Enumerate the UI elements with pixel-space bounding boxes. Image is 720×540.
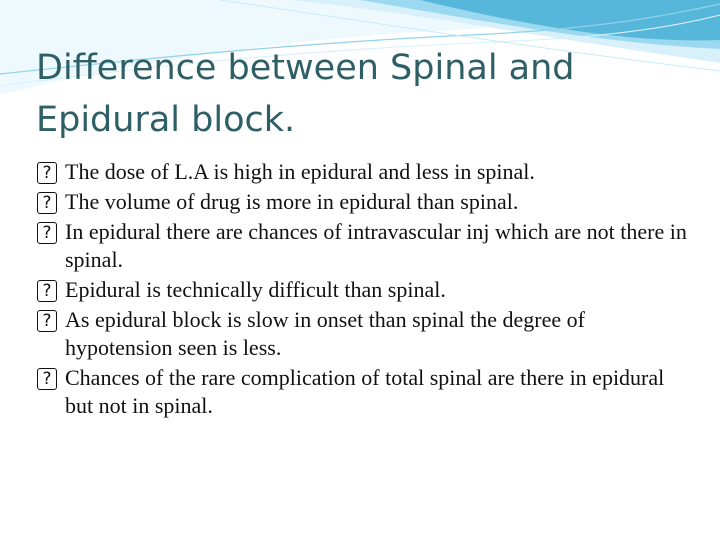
missing-glyph-icon: ? bbox=[37, 310, 57, 332]
bullet-item-2 bbox=[37, 188, 697, 216]
bullet-item-3 bbox=[37, 218, 697, 274]
bullet-text: Epidural is technically difficult than spinal. bbox=[65, 277, 446, 302]
bullet-text: As epidural block is slow in onset than spinal the degree of hypotension seen is less. bbox=[65, 307, 585, 360]
missing-glyph-icon: ? bbox=[37, 368, 57, 390]
bullet-item-6 bbox=[37, 364, 697, 420]
bullet-item-1 bbox=[37, 158, 697, 186]
bullet-text: In epidural there are chances of intravascular inj which are not there in spinal. bbox=[65, 219, 687, 272]
bullet-text: Chances of the rare complication of total spinal are there in epidural but not in spinal. bbox=[65, 365, 665, 418]
missing-glyph-icon: ? bbox=[37, 222, 57, 244]
bullet-item-4 bbox=[37, 276, 697, 304]
bullet-text: The dose of L.A is high in epidural and less in spinal. bbox=[65, 159, 535, 184]
bullet-list bbox=[37, 158, 697, 422]
missing-glyph-icon: ? bbox=[37, 192, 57, 214]
bullet-item-5 bbox=[37, 306, 697, 362]
bullet-text: The volume of drug is more in epidural than spinal. bbox=[65, 189, 519, 214]
missing-glyph-icon: ? bbox=[37, 162, 57, 184]
slide-title: Difference between Spinal and Epidural block. bbox=[36, 48, 575, 140]
missing-glyph-icon: ? bbox=[37, 280, 57, 302]
